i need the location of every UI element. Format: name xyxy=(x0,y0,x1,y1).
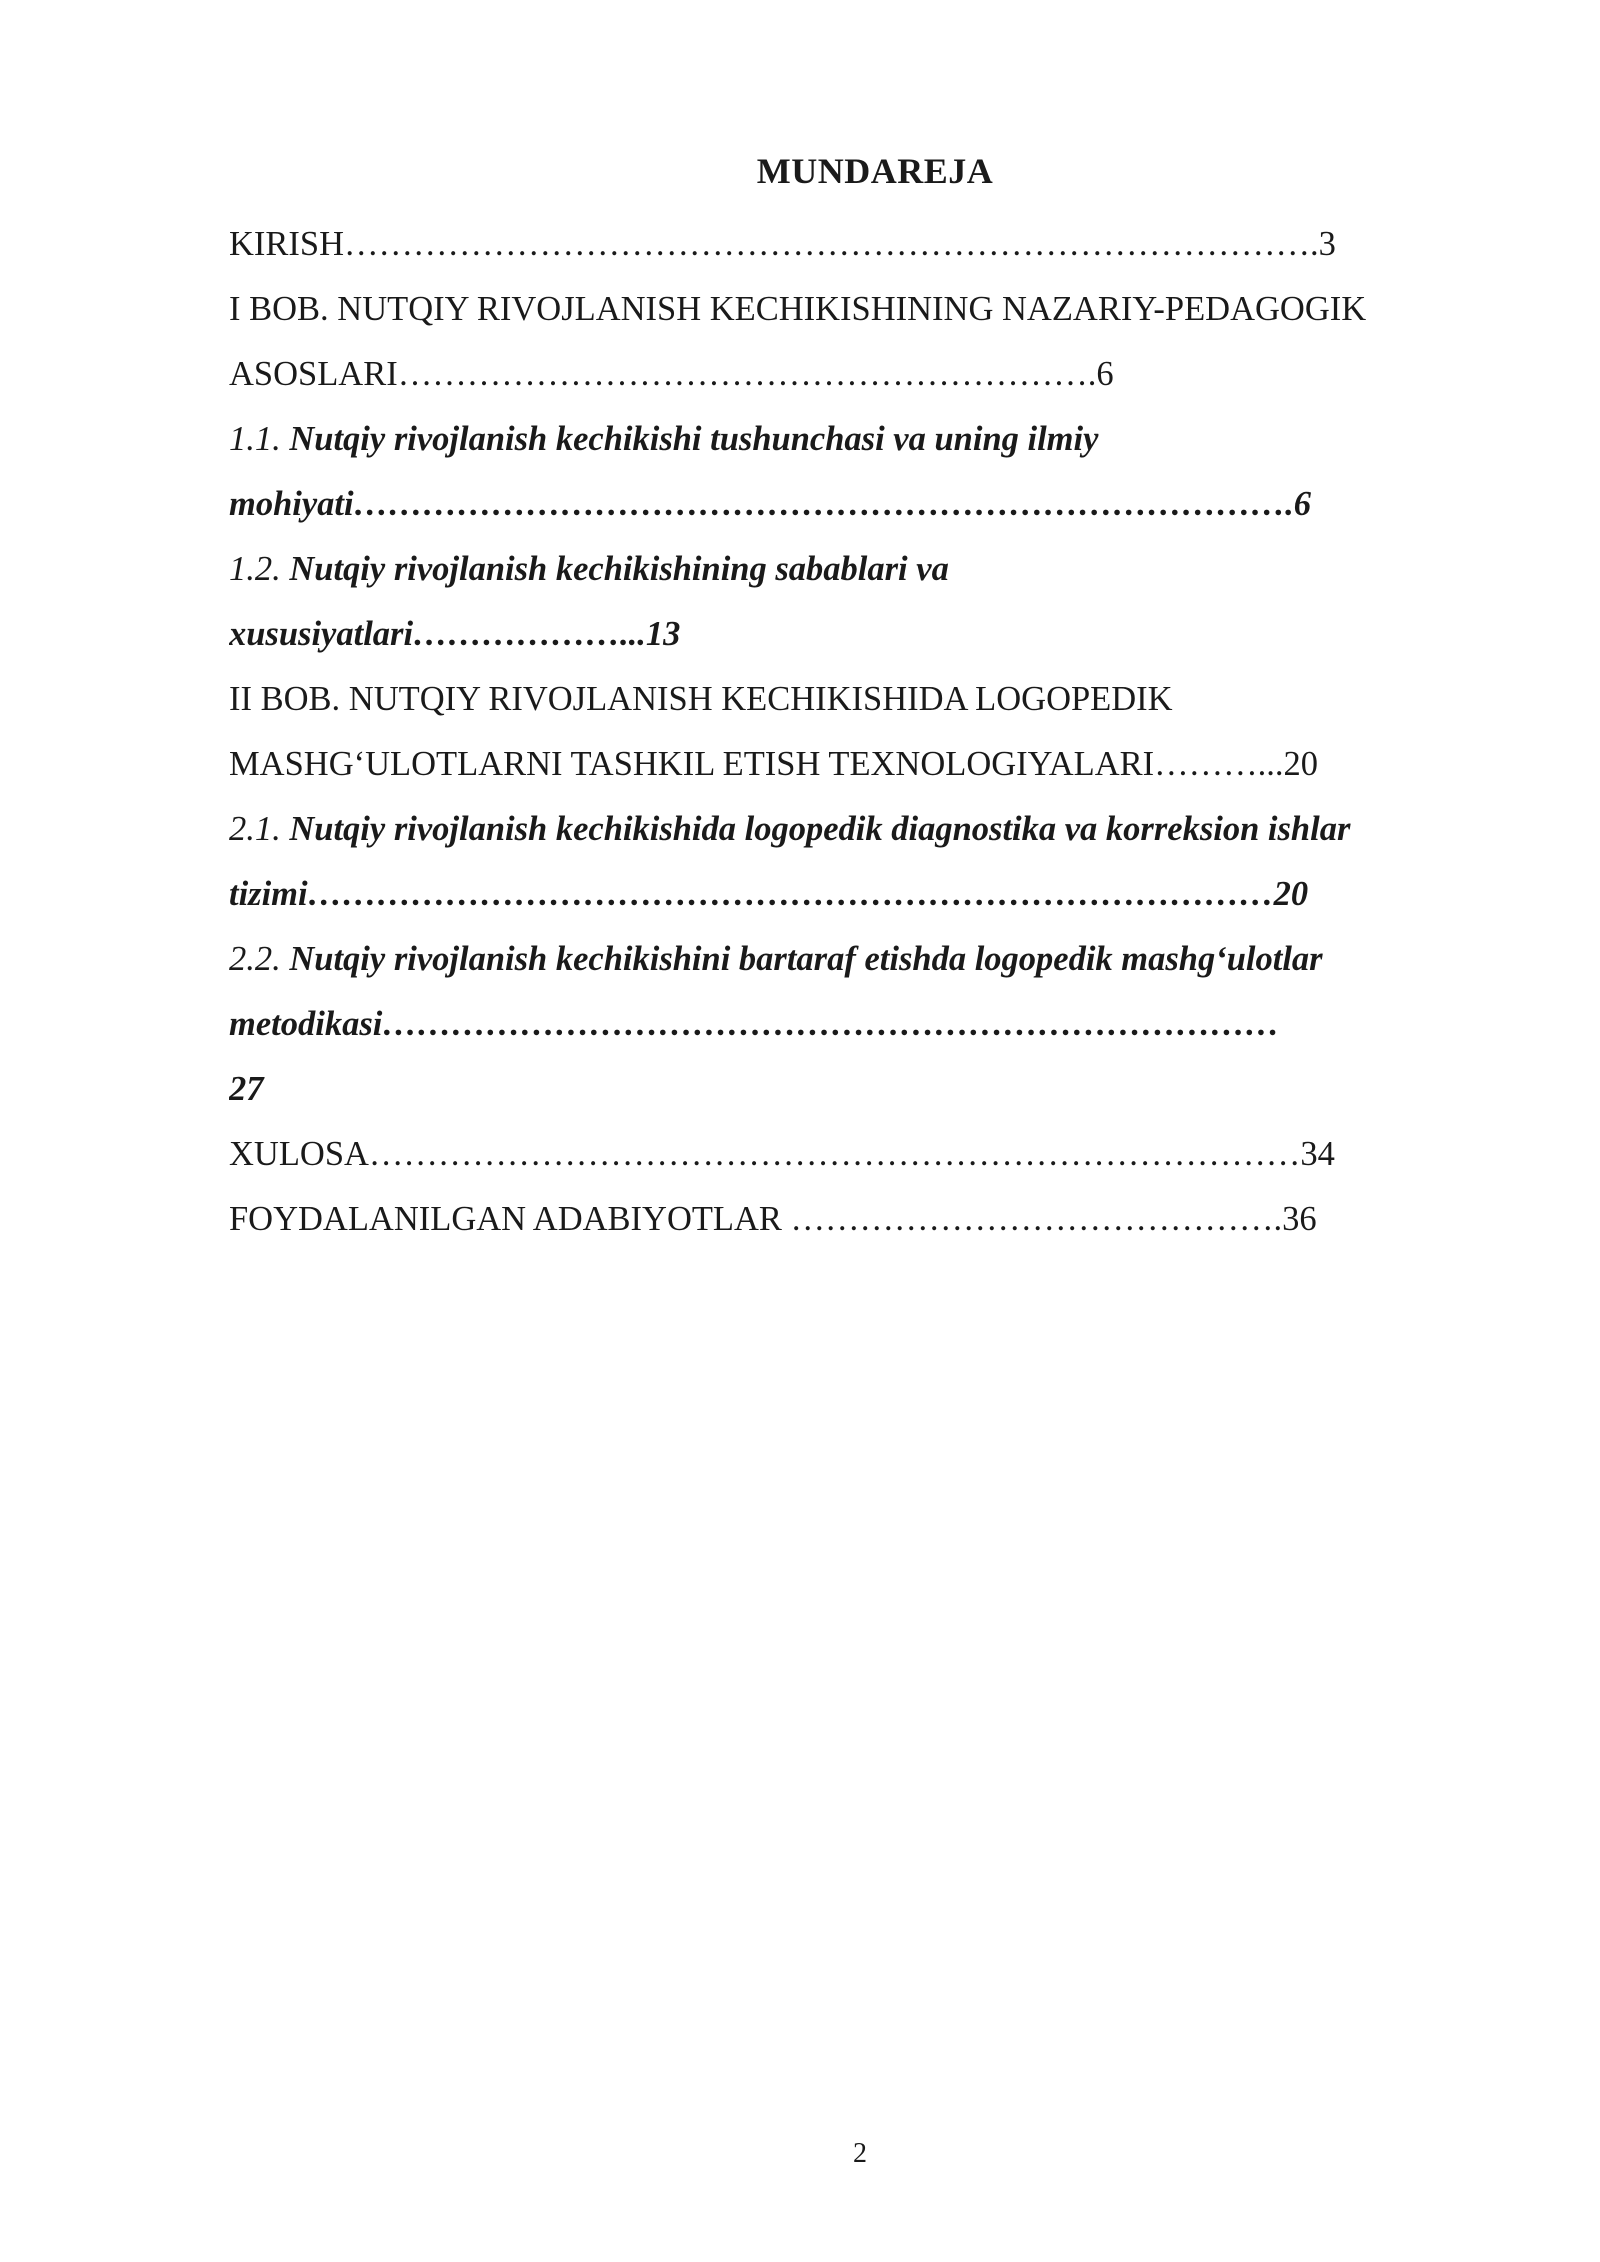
toc-section-number: 2.1. xyxy=(229,810,290,848)
table-of-contents xyxy=(229,212,1489,1252)
toc-entry-text: II BOB. NUTQIY RIVOJLANISH KECHIKISHIDA LOGOPEDIK xyxy=(229,680,1173,718)
toc-entry-kirish xyxy=(229,212,1489,277)
toc-chapter-2-heading xyxy=(229,667,1489,732)
toc-entry-text: tizimi…………………………………………………………………………20 xyxy=(229,875,1309,913)
toc-section-1-1 xyxy=(229,407,1489,472)
toc-entry-text: mohiyati……………………………………………………………………….6 xyxy=(229,485,1311,523)
toc-entry-text: MASHG‘ULOTLARNI TASHKIL ETISH TEXNOLOGIYALARI………...20 xyxy=(229,745,1319,783)
page-number: 2 xyxy=(853,2138,867,2169)
toc-entry-text: xususiyatlari………………...13 xyxy=(229,615,681,653)
toc-chapter-1-heading xyxy=(229,277,1489,342)
toc-section-1-2-cont xyxy=(229,602,1489,667)
toc-entry-text: FOYDALANILGAN ADABIYOTLAR …………………………………….36 xyxy=(229,1200,1317,1238)
toc-entry-text: XULOSA………………………………………………………………………34 xyxy=(229,1135,1335,1173)
toc-entry-text: metodikasi…………………………………………………………………… xyxy=(229,1005,1280,1043)
toc-section-1-1-cont xyxy=(229,472,1489,537)
toc-section-number: 1.2. xyxy=(229,550,290,588)
toc-entry-references xyxy=(229,1187,1489,1252)
toc-chapter-1-heading-cont xyxy=(229,342,1489,407)
toc-entry-text: Nutqiy rivojlanish kechikishi tushunchasi va uning ilmiy xyxy=(289,420,1099,458)
toc-section-2-2-cont xyxy=(229,992,1489,1057)
toc-section-1-2 xyxy=(229,537,1489,602)
toc-entry-xulosa xyxy=(229,1122,1489,1187)
toc-entry-text: KIRISH………………………………………………………………………….3 xyxy=(229,225,1336,263)
toc-entry-text: I BOB. NUTQIY RIVOJLANISH KECHIKISHINING NAZARIY-PEDAGOGIK xyxy=(229,290,1367,328)
toc-section-2-1 xyxy=(229,797,1489,862)
toc-title: MUNDAREJA xyxy=(756,151,994,191)
toc-section-number: 1.1. xyxy=(229,420,290,458)
toc-section-2-1-cont xyxy=(229,862,1489,927)
toc-entry-text: Nutqiy rivojlanish kechikishini bartaraf etishda logopedik mashg‘ulotlar xyxy=(289,940,1323,978)
toc-section-2-2 xyxy=(229,927,1489,992)
toc-entry-text: 27 xyxy=(229,1070,264,1108)
toc-chapter-2-heading-cont xyxy=(229,732,1489,797)
toc-entry-text: Nutqiy rivojlanish kechikishining sabablari va xyxy=(289,550,949,588)
toc-section-2-2-page xyxy=(229,1057,1489,1122)
toc-section-number: 2.2. xyxy=(229,940,290,978)
toc-entry-text: Nutqiy rivojlanish kechikishida logopedik diagnostika va korreksion ishlar xyxy=(289,810,1351,848)
toc-entry-text: ASOSLARI…………………………………………………….6 xyxy=(229,355,1114,393)
